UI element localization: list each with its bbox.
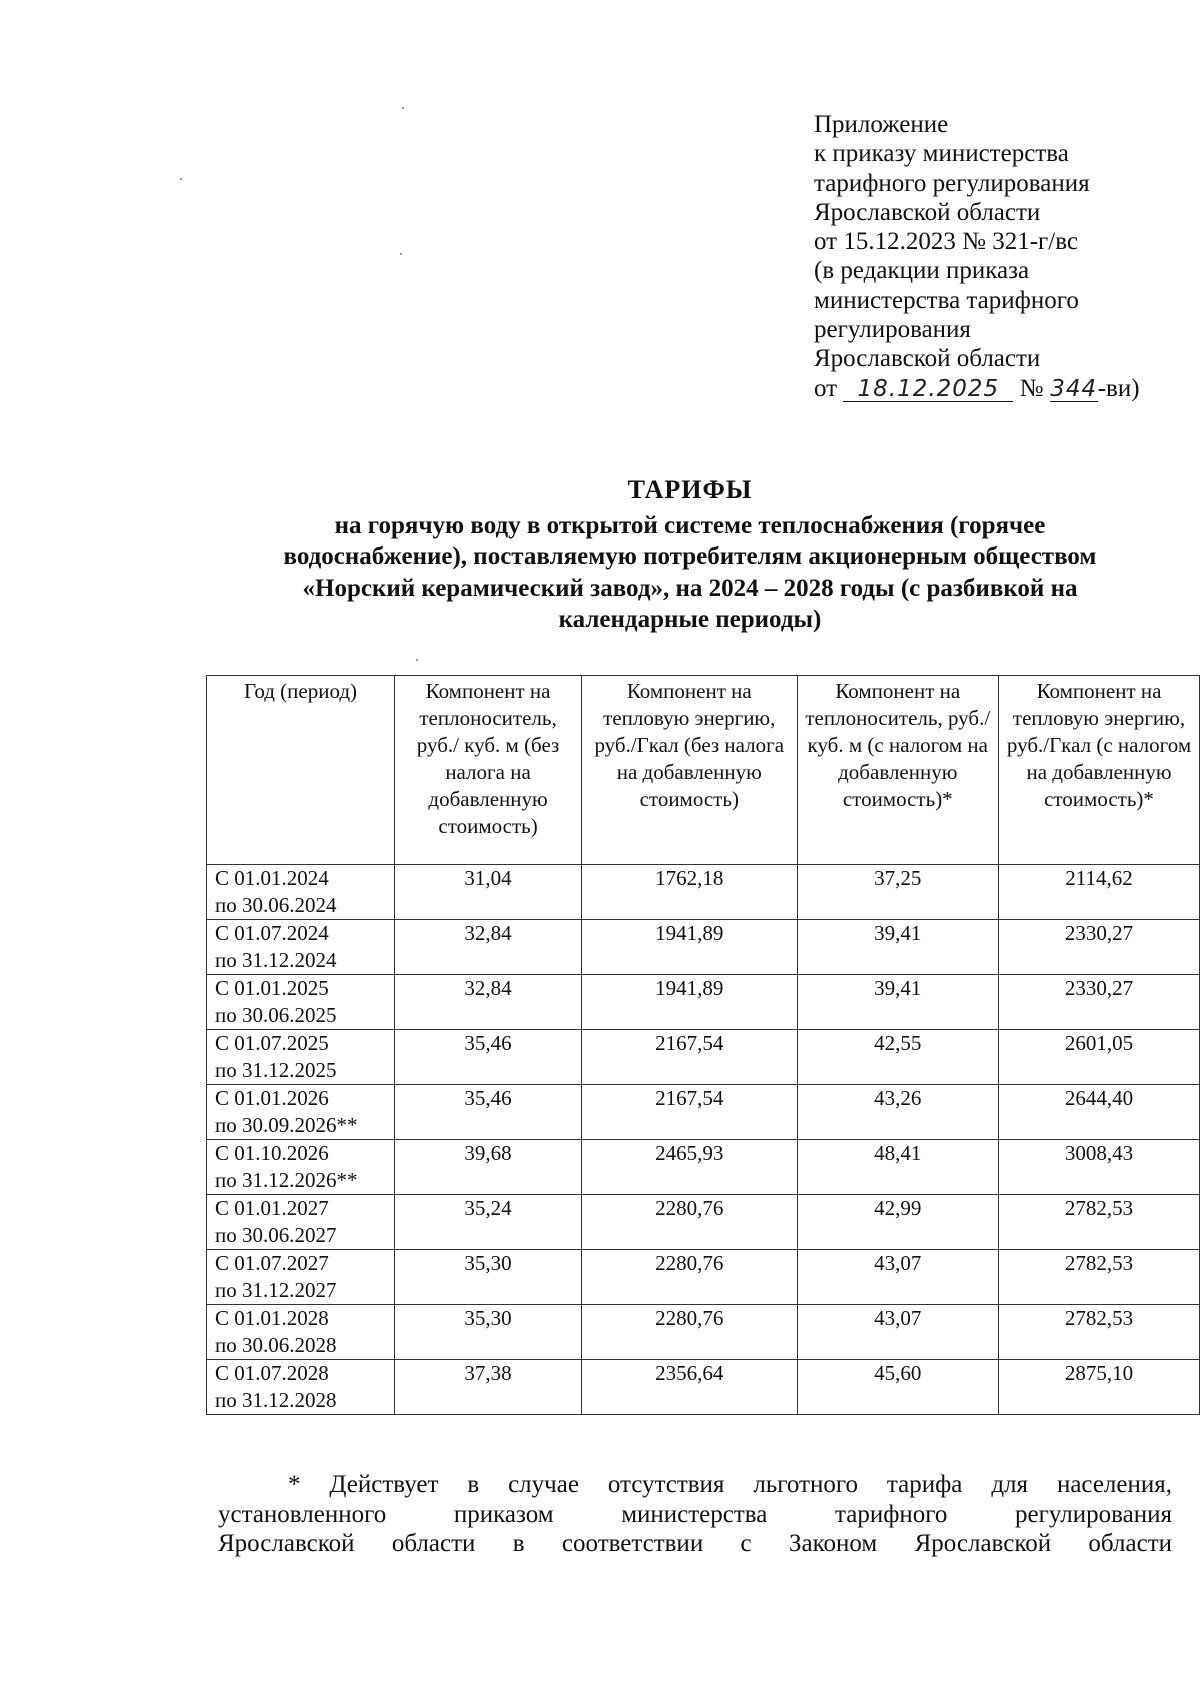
cell-period xyxy=(207,1195,395,1250)
cell-value-c1: 35,46 xyxy=(395,1085,582,1140)
appendix-line: от 15.12.2023 № 321-г/вс xyxy=(814,228,1078,256)
header-heat-carrier-vat: Компонент на теплоноситель, руб./ куб. м (с налогом на добавленную стоимость)* xyxy=(797,676,998,865)
title-line: на горячую воду в открытой системе теплоснабжения (горячее xyxy=(334,511,1046,539)
cell-value-c2: 2167,54 xyxy=(582,1030,798,1085)
scan-speck xyxy=(402,107,404,109)
cell-period xyxy=(207,1140,395,1195)
cell-period xyxy=(207,1030,395,1085)
appendix-from-prefix: от xyxy=(814,374,838,402)
period-from: С 01.10.2026 xyxy=(215,1141,329,1165)
cell-value-c1: 35,24 xyxy=(395,1195,582,1250)
cell-value-c1: 32,84 xyxy=(395,920,582,975)
table-row xyxy=(207,1195,1200,1250)
cell-value-c1: 35,30 xyxy=(395,1305,582,1360)
period-from: С 01.07.2028 xyxy=(215,1361,329,1385)
cell-value-c3: 39,41 xyxy=(797,920,998,975)
cell-value-c4: 2782,53 xyxy=(999,1250,1200,1305)
cell-value-c2: 2356,64 xyxy=(582,1360,798,1415)
table-body xyxy=(207,865,1200,1415)
scan-speck xyxy=(180,178,182,180)
document-title xyxy=(200,474,1180,636)
table-row xyxy=(207,1250,1200,1305)
period-from: С 01.07.2025 xyxy=(215,1031,329,1055)
footnote-line: установленного приказом министерства тарифного регулирования xyxy=(218,1500,1172,1528)
cell-value-c3: 43,07 xyxy=(797,1305,998,1360)
table-header-row xyxy=(207,676,1200,865)
period-to: по 31.12.2028 xyxy=(215,1388,337,1412)
cell-value-c1: 35,46 xyxy=(395,1030,582,1085)
appendix-line: регулирования xyxy=(814,316,971,344)
cell-value-c2: 1762,18 xyxy=(582,865,798,920)
period-from: С 01.01.2026 xyxy=(215,1086,329,1110)
cell-value-c3: 43,07 xyxy=(797,1250,998,1305)
period-to: по 31.12.2027 xyxy=(215,1278,337,1302)
appendix-last-line xyxy=(814,374,1174,403)
cell-value-c3: 39,41 xyxy=(797,975,998,1030)
period-to: по 30.06.2027 xyxy=(215,1223,337,1247)
cell-value-c2: 2280,76 xyxy=(582,1305,798,1360)
period-to: по 31.12.2024 xyxy=(215,948,337,972)
period-to: по 30.06.2024 xyxy=(215,893,337,917)
title-line: календарные периоды) xyxy=(558,606,822,633)
appendix-line: к приказу министерства xyxy=(814,140,1069,168)
cell-period xyxy=(207,1305,395,1360)
table-row xyxy=(207,1305,1200,1360)
cell-value-c1: 37,38 xyxy=(395,1360,582,1415)
cell-value-c4: 3008,43 xyxy=(999,1140,1200,1195)
cell-value-c4: 2330,27 xyxy=(999,975,1200,1030)
cell-value-c3: 45,60 xyxy=(797,1360,998,1415)
appendix-line: Ярославской области xyxy=(814,198,1041,226)
table-row xyxy=(207,1085,1200,1140)
appendix-block xyxy=(814,110,1174,403)
cell-value-c1: 31,04 xyxy=(395,865,582,920)
header-heat-carrier-no-vat: Компонент на теплоноситель, руб./ куб. м (без налога на добавленную стоимость) xyxy=(395,676,582,865)
footnote xyxy=(218,1470,1172,1559)
cell-value-c4: 2330,27 xyxy=(999,920,1200,975)
title-main: ТАРИФЫ xyxy=(627,475,753,504)
period-to: по 31.12.2025 xyxy=(215,1058,337,1082)
cell-value-c1: 39,68 xyxy=(395,1140,582,1195)
title-line: водоснабжение), поставляемую потребителям акционерным обществом xyxy=(283,543,1097,570)
cell-value-c4: 2875,10 xyxy=(999,1360,1200,1415)
cell-value-c3: 37,25 xyxy=(797,865,998,920)
cell-period xyxy=(207,975,395,1030)
appendix-suffix: -ви) xyxy=(1097,374,1140,402)
footnote-line: * Действует в случае отсутствия льготного тарифа для населения, xyxy=(288,1471,1172,1498)
period-from: С 01.01.2028 xyxy=(215,1306,329,1330)
period-to: по 31.12.2026** xyxy=(215,1168,358,1192)
cell-period xyxy=(207,865,395,920)
cell-period xyxy=(207,920,395,975)
title-line: «Норский керамический завод», на 2024 – 2028 годы (с разбивкой на xyxy=(302,574,1078,602)
header-heat-energy-vat: Компонент на тепловую энергию, руб./Гкал (с налогом на добавленную стоимость)* xyxy=(999,676,1200,865)
table-row xyxy=(207,1140,1200,1195)
cell-value-c2: 1941,89 xyxy=(582,975,798,1030)
header-heat-energy-no-vat: Компонент на тепловую энергию, руб./Гкал (без налога на добавленную стоимость) xyxy=(582,676,798,865)
appendix-line: тарифного регулирования xyxy=(814,169,1090,197)
cell-value-c2: 2280,76 xyxy=(582,1250,798,1305)
table-row xyxy=(207,865,1200,920)
table-row xyxy=(207,920,1200,975)
period-from: С 01.01.2024 xyxy=(215,866,329,890)
cell-value-c4: 2114,62 xyxy=(999,865,1200,920)
cell-value-c3: 42,55 xyxy=(797,1030,998,1085)
period-from: С 01.01.2027 xyxy=(215,1196,329,1220)
tariffs-table xyxy=(206,675,1200,1415)
cell-value-c1: 35,30 xyxy=(395,1250,582,1305)
period-to: по 30.06.2025 xyxy=(215,1003,337,1027)
cell-value-c3: 42,99 xyxy=(797,1195,998,1250)
table-row xyxy=(207,1360,1200,1415)
period-to: по 30.06.2028 xyxy=(215,1333,337,1357)
header-period: Год (период) xyxy=(207,676,395,865)
cell-period xyxy=(207,1360,395,1415)
appendix-line: министерства тарифного xyxy=(814,286,1079,314)
period-from: С 01.07.2024 xyxy=(215,921,329,945)
scan-speck xyxy=(400,253,402,255)
cell-value-c2: 1941,89 xyxy=(582,920,798,975)
cell-value-c2: 2280,76 xyxy=(582,1195,798,1250)
period-to: по 30.09.2026** xyxy=(215,1113,358,1137)
cell-value-c3: 48,41 xyxy=(797,1140,998,1195)
appendix-line: Приложение xyxy=(814,111,949,138)
appendix-line: Ярославской области xyxy=(814,345,1041,373)
cell-value-c4: 2782,53 xyxy=(999,1305,1200,1360)
number-sign: № xyxy=(1019,374,1044,402)
cell-period xyxy=(207,1085,395,1140)
footnote-line: Ярославской области в соответствии с Законом Ярославской области xyxy=(218,1530,1172,1557)
cell-value-c4: 2782,53 xyxy=(999,1195,1200,1250)
appendix-line: (в редакции приказа xyxy=(814,257,1030,285)
cell-value-c1: 32,84 xyxy=(395,975,582,1030)
table-row xyxy=(207,1030,1200,1085)
cell-value-c2: 2465,93 xyxy=(582,1140,798,1195)
handwritten-number: 344 xyxy=(1050,375,1098,402)
cell-value-c2: 2167,54 xyxy=(582,1085,798,1140)
handwritten-date: 18.12.2025 xyxy=(843,377,1013,402)
cell-value-c4: 2601,05 xyxy=(999,1030,1200,1085)
scan-speck xyxy=(416,659,418,661)
cell-period xyxy=(207,1250,395,1305)
cell-value-c4: 2644,40 xyxy=(999,1085,1200,1140)
period-from: С 01.07.2027 xyxy=(215,1251,329,1275)
table-row xyxy=(207,975,1200,1030)
period-from: С 01.01.2025 xyxy=(215,976,329,1000)
cell-value-c3: 43,26 xyxy=(797,1085,998,1140)
